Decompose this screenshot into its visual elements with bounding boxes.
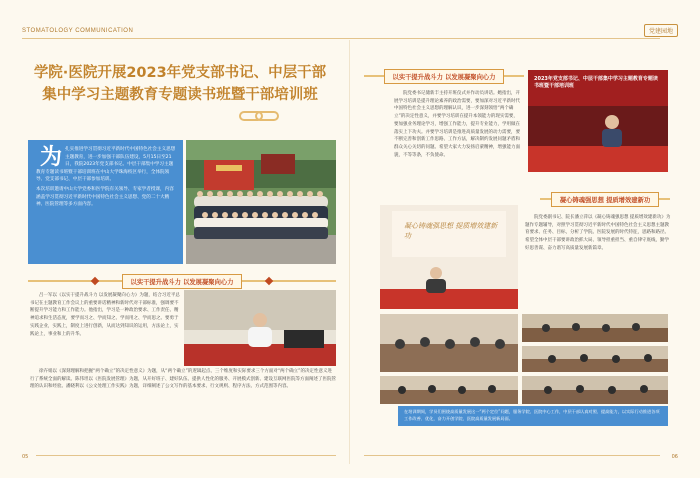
classroom-photo-1 — [380, 314, 518, 372]
page-spine — [349, 40, 350, 464]
intro-paragraph-1: 扎实推进学习贯彻习近平新时代中国特色社会主义思想主题教育，进一步加强干部队伍建设，5月15日至21日，我院2023年党支部书记、中层干部集中学习主题教育专题读书班暨干部培训班在中山大学珠海校区举行，全体院领导、党支部书记、中层干部参加培训。 — [36, 147, 176, 183]
column-2-paragraph-1: 院党委书记储新丰主持开班仪式并作动员讲话。她指出，开展学习培训是提升理论素养的政治需要，要加深对习近平新时代中国特色社会主义思想的理解认识，进一步深刻领悟“两个确立”的决定性意义，并要学习培训在提升本领能力的现实需要，要加强业务理论学习，增强工作能力，提升专业能力，学用做在落实上下功夫。并要学习培训是推进高质量发展的动力需要，要不断完善和创新工作思路、工作方法，解决制约发展问题矛盾和群众关心关切的问题。希望大家大力发扬启蒙精神，增强能力面貌，不等等条，不负使命。 — [394, 91, 520, 158]
column-1-text-bottom — [30, 368, 336, 416]
banner-slogan: 凝心铸魂强思想 提质增效建新功 — [404, 222, 498, 240]
classroom-photo-4 — [380, 376, 518, 404]
drop-cap: 为 — [40, 144, 63, 170]
title-ornament — [237, 109, 281, 123]
header-rule — [22, 38, 660, 39]
section-heading-2-text: 以实干提升战斗力 以发展凝聚向心力 — [384, 69, 505, 84]
photo-caption: 在培训期间，学员们围绕高质量发展这一“两个定位”问题，服务学院、医院中心工作，中层干部认真对照、提高能力，以实际行动推进各项工作改善、优化，奋力开创学院、医院高质量发展新局面。 — [398, 406, 668, 426]
section-heading-2 — [364, 68, 524, 84]
classroom-photo-3 — [522, 346, 668, 372]
article-title — [30, 62, 330, 106]
column-3-paragraph-1: 院党委副书记、院长潘立萍以《凝心铸魂强思想 提质增效建新功》为题作专题辅导，对照学习贯彻习近平新时代中国特色社会主义思想主题教育要求、任务、目标，分析了学院、医院发展的时代特征，思路和路径。希望全体中层干部要讲政治抓大局、领导担重担当、重自律守底线，勤学好思善谋、奋力谱写高质量发展新篇章。 — [525, 215, 671, 251]
classroom-photo-2 — [522, 314, 668, 342]
speaker-photo-3 — [380, 205, 518, 309]
classroom-photo-5 — [522, 376, 668, 404]
section-heading-1 — [28, 273, 336, 289]
column-3-text — [525, 214, 671, 306]
section-heading-3-text: 凝心铸魂强思想 提质增效建新功 — [551, 192, 659, 207]
footer-rule-right — [364, 455, 660, 456]
intro-box — [28, 140, 183, 264]
speaker-photo-1 — [184, 290, 336, 366]
photo-2-slogan: 2023年党支部书记、中层干部集中学习主题教育专题读书班暨干部培训班 — [534, 76, 658, 89]
group-photo — [186, 140, 336, 264]
page-number-right: 06 — [671, 454, 678, 460]
section-heading-1-text: 以实干提升战斗力 以发展凝聚向心力 — [122, 274, 243, 289]
column-1-paragraph-2: 徐卉娟以《深刻理解和把握“两个确立”的决定性意义》为题，从“两个确立”的逻辑起点、三个维度和实际要求三个方面对“两个确立”的决定性意义进行了系统全面的解读。陈伟坦以《医院发展管理》为题，从开好班子、建好队伍、提供人性化的服务、开展模式创新、建设互联网医院等方面阐述了医院管理的认识和经验。潘晓利以《公文处理工作实践》为题，详细阐述了公文写作的基本要求、行文规则、程序方法、方式范围等内容。 — [30, 369, 336, 390]
intro-paragraph-2: 本次培训邀请中山大学党委和医学院有关领导、专家学者授课，内容涵盖学习贯彻习近平新时代中国特色社会主义思想、党的二十大精神、医院管理等多方面内容。 — [36, 186, 174, 208]
column-tag: 党建园地 — [644, 24, 678, 37]
speaker-photo-2 — [528, 70, 668, 172]
magazine-name: STOMATOLOGY COMMUNICATION — [22, 28, 134, 34]
page-number-left: 05 — [22, 454, 29, 460]
section-heading-3 — [540, 191, 670, 207]
title-line-1: 学院·医院开展2023年党支部书记、中层干部 — [33, 65, 327, 81]
title-line-2: 集中学习主题教育专题读书班暨干部培训班 — [42, 87, 318, 103]
column-1-paragraph-1: 吕一军以《以实干提升战斗力 以发展凝聚向心力》为题，结合习近平总书记在主题教育工作会议上的重要讲话精神和新时代对干部标准，强调要不断提升学习能力和工作能力。他指出，学习是一种政治要求、工作责任、精神追求和生活态度，要学而习之、学而知之、学而用之、学而思之。要勇于实践企业，实践上，制度上进行创新，从而达到知识的运用，方法论上，实践论上，事业和上的升华。 — [30, 293, 180, 337]
column-2-text — [394, 90, 522, 186]
footer-rule-left — [36, 455, 336, 456]
